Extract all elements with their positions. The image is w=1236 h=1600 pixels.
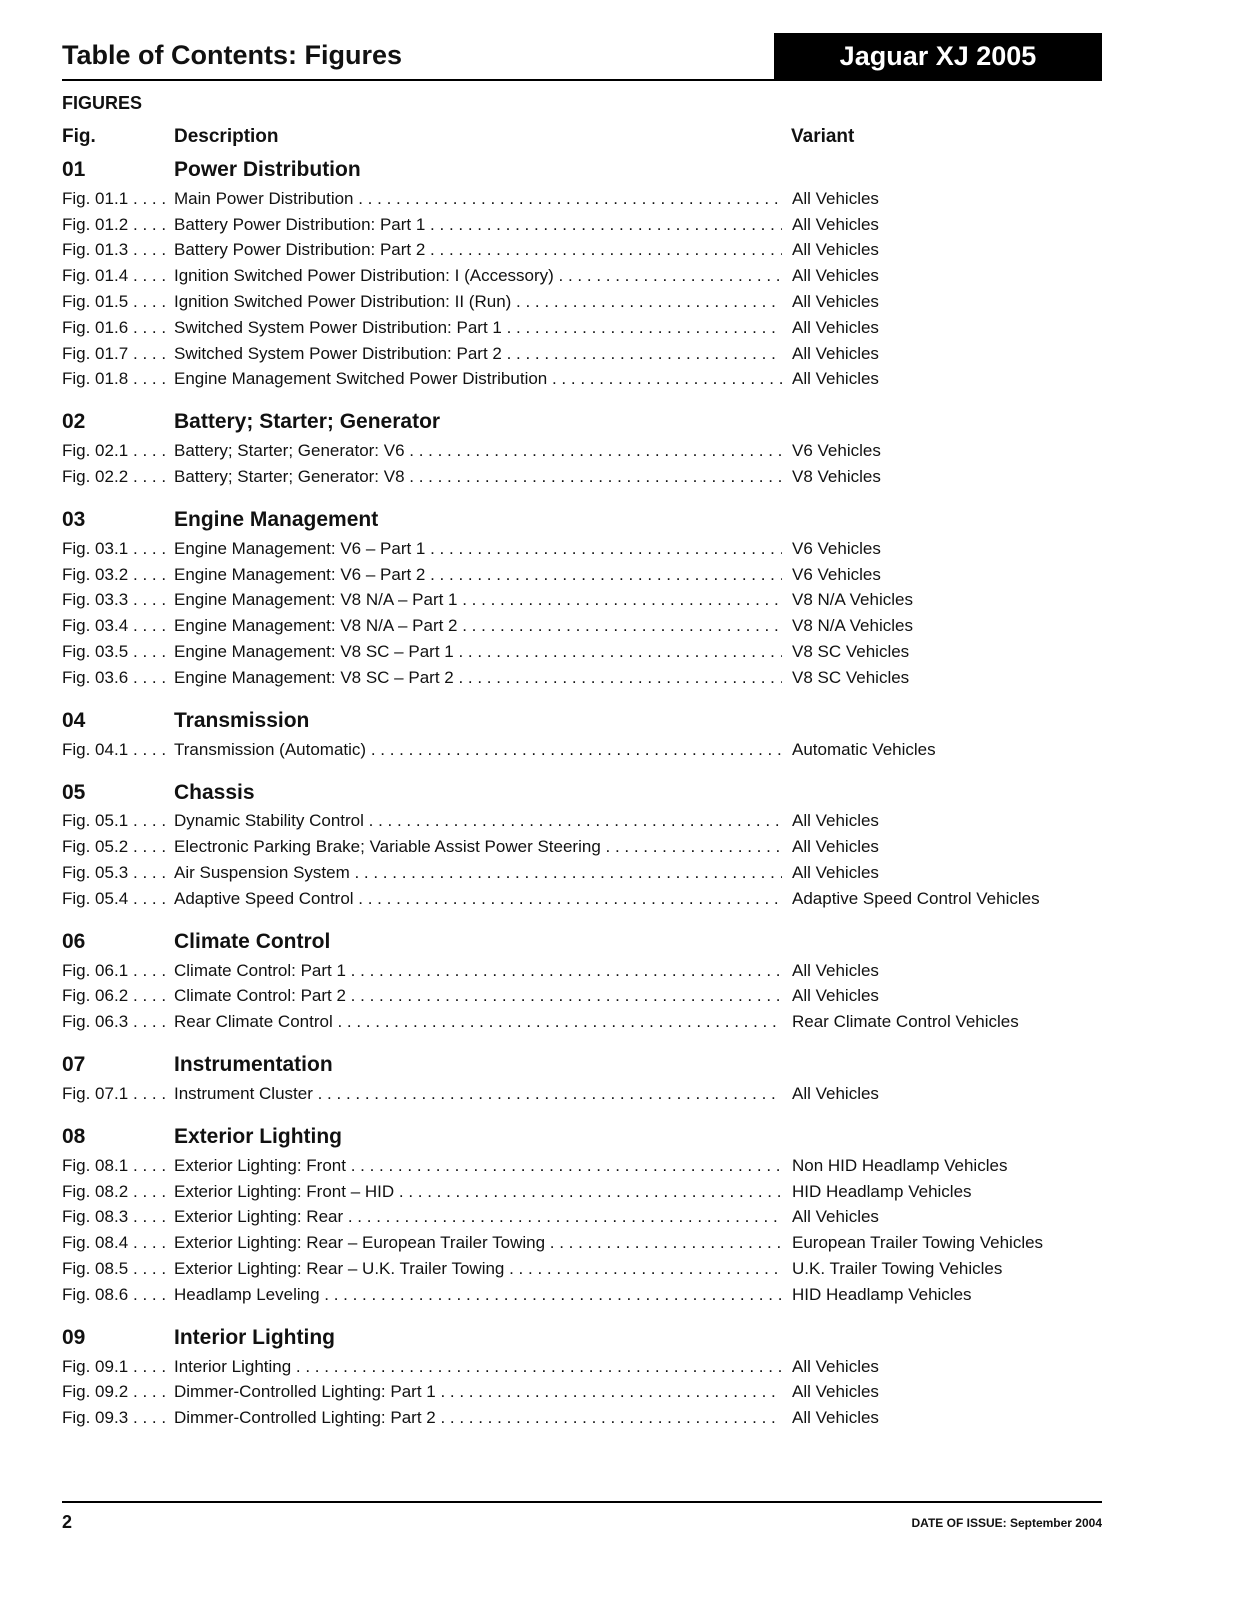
figure-description: Main Power Distribution	[174, 188, 354, 208]
toc-entry[interactable]	[62, 665, 1112, 691]
figure-variant: Non HID Headlamp Vehicles	[792, 1155, 1008, 1175]
group-number: 08	[62, 1124, 86, 1148]
figure-variant: HID Headlamp Vehicles	[792, 1284, 972, 1304]
toc-entry[interactable]	[62, 341, 1112, 367]
group-number: 06	[62, 929, 86, 953]
page-number: 2	[62, 1512, 73, 1532]
figure-number: Fig. 01.1	[62, 188, 129, 208]
leader-dots: . . . .	[133, 642, 167, 662]
figure-variant: V6 Vehicles	[792, 441, 881, 461]
leader-dots: . . . .	[133, 266, 167, 286]
leader-dots: . . . .	[133, 960, 167, 980]
toc-entry[interactable]	[62, 1256, 1112, 1282]
leader-dots: . . . .	[133, 564, 167, 584]
figure-number: Fig. 08.1	[62, 1155, 129, 1175]
figure-description: Battery; Starter; Generator: V6	[174, 441, 405, 461]
group-number: 02	[62, 410, 86, 434]
figure-description: Engine Management: V8 SC – Part 2	[174, 667, 454, 687]
leader-dots: . . . .	[133, 188, 167, 208]
group-heading	[62, 926, 1112, 958]
leader-dots: . . . .	[133, 343, 167, 363]
figure-description: Climate Control: Part 1	[174, 960, 346, 980]
group-title: Battery; Starter; Generator	[174, 410, 441, 434]
toc-entry[interactable]	[62, 1153, 1112, 1179]
figure-number: Fig. 03.1	[62, 538, 129, 558]
figure-description: Engine Management: V6 – Part 1	[174, 538, 426, 558]
figure-number: Fig. 09.2	[62, 1382, 129, 1402]
group-title: Instrumentation	[174, 1053, 333, 1077]
figure-description: Instrument Cluster	[174, 1084, 313, 1104]
figure-group	[62, 504, 1112, 691]
figure-description: Engine Management: V8 N/A – Part 1	[174, 590, 458, 610]
leader-dots: . . . .	[133, 1408, 167, 1428]
leader-dots: . . . .	[133, 590, 167, 610]
toc-entry-label	[62, 369, 782, 389]
figure-variant: All Vehicles	[792, 811, 879, 831]
toc-entry[interactable]	[62, 886, 1112, 912]
leader-dots: . . . .	[133, 467, 167, 487]
figure-description: Ignition Switched Power Distribution: I (Accessory)	[174, 266, 554, 286]
toc-entry[interactable]	[62, 289, 1112, 315]
column-header-variant: Variant	[791, 126, 855, 147]
toc-entry[interactable]	[62, 212, 1112, 238]
group-number: 01	[62, 158, 86, 181]
toc-entry[interactable]	[62, 464, 1112, 490]
figure-group	[62, 154, 1112, 392]
figure-description: Climate Control: Part 2	[174, 986, 346, 1006]
figure-variant: Rear Climate Control Vehicles	[792, 1012, 1019, 1032]
toc-entry-label	[62, 889, 782, 909]
figure-group	[62, 926, 1112, 1035]
footer-divider	[62, 1501, 1102, 1503]
leader-dots: . . . .	[133, 888, 167, 908]
toc-entry-label	[62, 1408, 782, 1428]
toc-entry-label	[62, 811, 782, 831]
figure-description: Electronic Parking Brake; Variable Assist Power Steering	[174, 837, 601, 857]
toc-entry[interactable]	[62, 1205, 1112, 1231]
toc-entry-label	[62, 961, 782, 981]
leader-dots: . . . .	[133, 538, 167, 558]
toc-entry[interactable]	[62, 984, 1112, 1010]
figure-variant: All Vehicles	[792, 292, 879, 312]
figure-variant: European Trailer Towing Vehicles	[792, 1233, 1044, 1253]
toc-entry[interactable]	[62, 438, 1112, 464]
toc-entry[interactable]	[62, 809, 1112, 835]
figure-variant: U.K. Trailer Towing Vehicles	[792, 1259, 1003, 1278]
group-number: 09	[62, 1325, 86, 1349]
group-number: 07	[62, 1053, 86, 1077]
figure-group	[62, 406, 1112, 490]
figure-description: Adaptive Speed Control	[174, 888, 354, 908]
figure-number: Fig. 01.8	[62, 369, 129, 389]
figure-variant: V8 N/A Vehicles	[792, 590, 913, 610]
toc-entry[interactable]	[62, 238, 1112, 264]
figure-number: Fig. 05.3	[62, 863, 129, 883]
figure-description: Battery; Starter; Generator: V8	[174, 467, 405, 487]
figure-description: Transmission (Automatic)	[174, 739, 367, 759]
leader-dots: . . . .	[133, 214, 167, 234]
group-heading	[62, 777, 1112, 809]
figure-variant: Adaptive Speed Control Vehicles	[792, 888, 1040, 908]
toc-entry[interactable]	[62, 1354, 1112, 1380]
figure-variant: All Vehicles	[792, 343, 879, 363]
figure-variant: All Vehicles	[792, 960, 879, 980]
figure-variant: All Vehicles	[792, 369, 879, 389]
figure-description: Ignition Switched Power Distribution: II (Run)	[174, 292, 512, 312]
leader-dots: . . . .	[133, 1284, 167, 1304]
figure-variant: All Vehicles	[792, 317, 879, 337]
figure-number: Fig. 09.3	[62, 1408, 129, 1428]
figure-group	[62, 1322, 1112, 1431]
toc-entry-label	[62, 668, 782, 688]
leader-dots: . . . .	[133, 317, 167, 337]
figure-number: Fig. 03.3	[62, 590, 129, 610]
figure-number: Fig. 05.2	[62, 837, 129, 857]
toc-entry-label	[62, 318, 782, 338]
toc-entry[interactable]	[62, 536, 1112, 562]
toc-entry-label	[62, 467, 782, 487]
group-heading	[62, 504, 1112, 536]
figure-number: Fig. 03.2	[62, 564, 129, 584]
figure-variant: V8 N/A Vehicles	[792, 616, 913, 636]
toc-entry[interactable]	[62, 860, 1112, 886]
figure-description: Engine Management: V8 SC – Part 1	[174, 642, 454, 662]
figure-variant: All Vehicles	[792, 1356, 879, 1376]
toc-entry-label	[62, 1156, 782, 1176]
figure-group	[62, 1049, 1112, 1107]
figure-variant: All Vehicles	[792, 240, 879, 260]
figure-number: Fig. 08.2	[62, 1181, 129, 1201]
figure-number: Fig. 06.3	[62, 1012, 129, 1032]
group-title: Interior Lighting	[174, 1325, 335, 1349]
figure-variant: All Vehicles	[792, 1408, 879, 1428]
toc-entry[interactable]	[62, 834, 1112, 860]
figure-number: Fig. 03.5	[62, 642, 129, 662]
figure-group	[62, 1121, 1112, 1308]
figure-number: Fig. 07.1	[62, 1084, 129, 1104]
figure-description: Exterior Lighting: Rear – U.K. Trailer Towing	[174, 1259, 505, 1278]
toc-entry-label	[62, 1285, 782, 1305]
figure-number: Fig. 01.2	[62, 214, 129, 234]
toc-entry-label	[62, 863, 782, 883]
figure-description: Exterior Lighting: Front – HID	[174, 1181, 395, 1201]
figure-description: Dimmer-Controlled Lighting: Part 1	[174, 1382, 436, 1402]
toc-entry-label	[62, 539, 782, 559]
toc-entry[interactable]	[62, 737, 1112, 763]
toc-entry[interactable]	[62, 1230, 1112, 1256]
figure-number: Fig. 02.2	[62, 467, 129, 487]
toc-entry[interactable]	[62, 639, 1112, 665]
figure-number: Fig. 01.4	[62, 266, 129, 286]
figure-description: Exterior Lighting: Front	[174, 1155, 346, 1175]
issue-date: DATE OF ISSUE: September 2004	[911, 1516, 1102, 1530]
figure-description: Engine Management Switched Power Distribution	[174, 369, 548, 389]
page-title: Table of Contents: Figures	[62, 40, 403, 70]
toc-entry[interactable]	[62, 1282, 1112, 1308]
figure-description: Engine Management: V6 – Part 2	[174, 564, 426, 584]
leader-dots: . . . .	[133, 1233, 167, 1253]
header-divider	[62, 79, 1102, 81]
figure-number: Fig. 08.4	[62, 1233, 129, 1253]
figure-variant: V6 Vehicles	[792, 538, 881, 558]
toc-entry-label	[62, 240, 782, 260]
figure-group	[62, 777, 1112, 912]
figure-number: Fig. 05.1	[62, 811, 129, 831]
toc-entry-label	[62, 1259, 782, 1279]
toc-entry-label	[62, 642, 782, 662]
leader-dots: . . . .	[133, 1155, 167, 1175]
column-header-description: Description	[174, 126, 279, 147]
toc-entry[interactable]	[62, 588, 1112, 614]
figure-description: Battery Power Distribution: Part 2	[174, 240, 426, 260]
toc-entry-label	[62, 1207, 782, 1227]
leader-dots: . . . .	[133, 616, 167, 636]
figure-description: Switched System Power Distribution: Part 1	[174, 317, 502, 337]
section-label: FIGURES	[62, 93, 143, 113]
toc-entry[interactable]	[62, 1009, 1112, 1035]
figure-number: Fig. 08.5	[62, 1259, 129, 1278]
figure-description: Rear Climate Control	[174, 1012, 333, 1032]
leader-dots: . . . .	[133, 240, 167, 260]
leader-dots: . . . .	[133, 863, 167, 883]
toc-entry-label	[62, 565, 782, 585]
group-title: Climate Control	[174, 929, 331, 953]
group-heading	[62, 705, 1112, 737]
toc-entry-label	[62, 986, 782, 1006]
figure-description: Engine Management: V8 N/A – Part 2	[174, 616, 458, 636]
leader-dots: . . . .	[133, 1382, 167, 1402]
group-heading	[62, 1121, 1112, 1153]
figure-variant: V8 SC Vehicles	[792, 642, 910, 662]
toc-entry[interactable]	[62, 1081, 1112, 1107]
figure-variant: All Vehicles	[792, 188, 879, 208]
figure-variant: All Vehicles	[792, 214, 879, 234]
toc-entry-label	[62, 266, 782, 286]
leader-dots: . . . .	[133, 1012, 167, 1032]
leader-dots: . . . .	[133, 667, 167, 687]
toc-entry[interactable]	[62, 186, 1112, 212]
figure-description: Battery Power Distribution: Part 1	[174, 214, 426, 234]
group-title: Chassis	[174, 780, 255, 804]
figure-number: Fig. 01.6	[62, 317, 129, 337]
figure-number: Fig. 02.1	[62, 441, 129, 461]
figure-variant: V6 Vehicles	[792, 564, 881, 584]
figure-variant: Automatic Vehicles	[792, 739, 936, 759]
figure-description: Switched System Power Distribution: Part 2	[174, 343, 502, 363]
leader-dots: . . . .	[133, 837, 167, 857]
figure-number: Fig. 04.1	[62, 739, 129, 759]
toc-entry[interactable]	[62, 263, 1112, 289]
toc-entry-label	[62, 590, 782, 610]
toc-entry-label	[62, 837, 782, 857]
toc-entry-label	[62, 616, 782, 636]
toc-entry[interactable]	[62, 367, 1112, 393]
group-number: 03	[62, 507, 86, 531]
toc-entry[interactable]	[62, 562, 1112, 588]
toc-entry-label	[62, 344, 782, 364]
figure-description: Dimmer-Controlled Lighting: Part 2	[174, 1408, 436, 1428]
figure-number: Fig. 01.5	[62, 292, 129, 312]
figure-group	[62, 705, 1112, 763]
figure-number: Fig. 06.2	[62, 986, 129, 1006]
leader-dots: . . . .	[133, 1259, 167, 1278]
page-header	[62, 33, 1102, 81]
group-heading	[62, 1049, 1112, 1081]
group-title: Engine Management	[174, 507, 379, 531]
toc-entry-label	[62, 1357, 782, 1377]
toc-entry-label	[62, 189, 782, 209]
figure-variant: All Vehicles	[792, 837, 879, 857]
toc-entry[interactable]	[62, 958, 1112, 984]
leader-dots: . . . .	[133, 441, 167, 461]
toc-entry[interactable]	[62, 1380, 1112, 1406]
figure-description: Air Suspension System	[174, 863, 350, 883]
group-title: Exterior Lighting	[174, 1124, 342, 1148]
figure-number: Fig. 06.1	[62, 960, 129, 980]
figure-variant: All Vehicles	[792, 266, 879, 286]
toc-entry[interactable]	[62, 1179, 1112, 1205]
figure-number: Fig. 05.4	[62, 888, 129, 908]
toc-entry-label	[62, 292, 782, 312]
group-number: 05	[62, 780, 86, 804]
leader-dots: . . . .	[133, 1207, 167, 1227]
group-title: Transmission	[174, 708, 310, 732]
figure-number: Fig. 08.3	[62, 1207, 129, 1227]
figure-variant: V8 SC Vehicles	[792, 667, 910, 687]
figures-list	[62, 154, 1112, 1445]
figure-number: Fig. 03.6	[62, 667, 129, 687]
toc-entry-label	[62, 1382, 782, 1402]
group-title: Power Distribution	[174, 158, 361, 181]
figure-number: Fig. 01.7	[62, 343, 129, 363]
group-heading	[62, 154, 1112, 186]
figure-description: Dynamic Stability Control	[174, 811, 364, 831]
toc-entry-label	[62, 1084, 782, 1104]
toc-entry-label	[62, 441, 782, 461]
model-badge: Jaguar XJ 2005	[774, 33, 1102, 80]
toc-entry[interactable]	[62, 1405, 1112, 1431]
toc-entry[interactable]	[62, 613, 1112, 639]
toc-entry-label	[62, 1233, 782, 1253]
toc-entry-label	[62, 1012, 782, 1032]
toc-entry[interactable]	[62, 315, 1112, 341]
leader-dots: . . . .	[133, 292, 167, 312]
figure-variant: All Vehicles	[792, 863, 879, 883]
toc-entry-label	[62, 740, 782, 760]
leader-dots: . . . .	[133, 1084, 167, 1104]
figure-description: Interior Lighting	[174, 1356, 292, 1376]
toc-entry-label	[62, 215, 782, 235]
figure-variant: All Vehicles	[792, 1084, 879, 1104]
leader-dots: . . . .	[133, 986, 167, 1006]
figure-variant: All Vehicles	[792, 986, 879, 1006]
group-heading	[62, 406, 1112, 438]
figure-number: Fig. 01.3	[62, 240, 129, 260]
leader-dots: . . . .	[133, 369, 167, 389]
figure-variant: V8 Vehicles	[792, 467, 881, 487]
group-number: 04	[62, 708, 86, 732]
figure-variant: All Vehicles	[792, 1382, 879, 1402]
column-header-fig: Fig.	[62, 126, 96, 147]
leader-dots: . . . .	[133, 1181, 167, 1201]
figure-description: Headlamp Leveling	[174, 1284, 320, 1304]
figure-variant: HID Headlamp Vehicles	[792, 1181, 972, 1201]
toc-entry-label	[62, 1182, 782, 1202]
leader-dots: . . . .	[133, 739, 167, 759]
leader-dots: . . . .	[133, 811, 167, 831]
figure-description: Exterior Lighting: Rear – European Trailer Towing	[174, 1233, 546, 1253]
figure-variant: All Vehicles	[792, 1207, 879, 1227]
leader-dots: . . . .	[133, 1356, 167, 1376]
figure-description: Exterior Lighting: Rear	[174, 1207, 344, 1227]
group-heading	[62, 1322, 1112, 1354]
figure-number: Fig. 08.6	[62, 1284, 129, 1304]
figure-number: Fig. 09.1	[62, 1356, 129, 1376]
figure-number: Fig. 03.4	[62, 616, 129, 636]
